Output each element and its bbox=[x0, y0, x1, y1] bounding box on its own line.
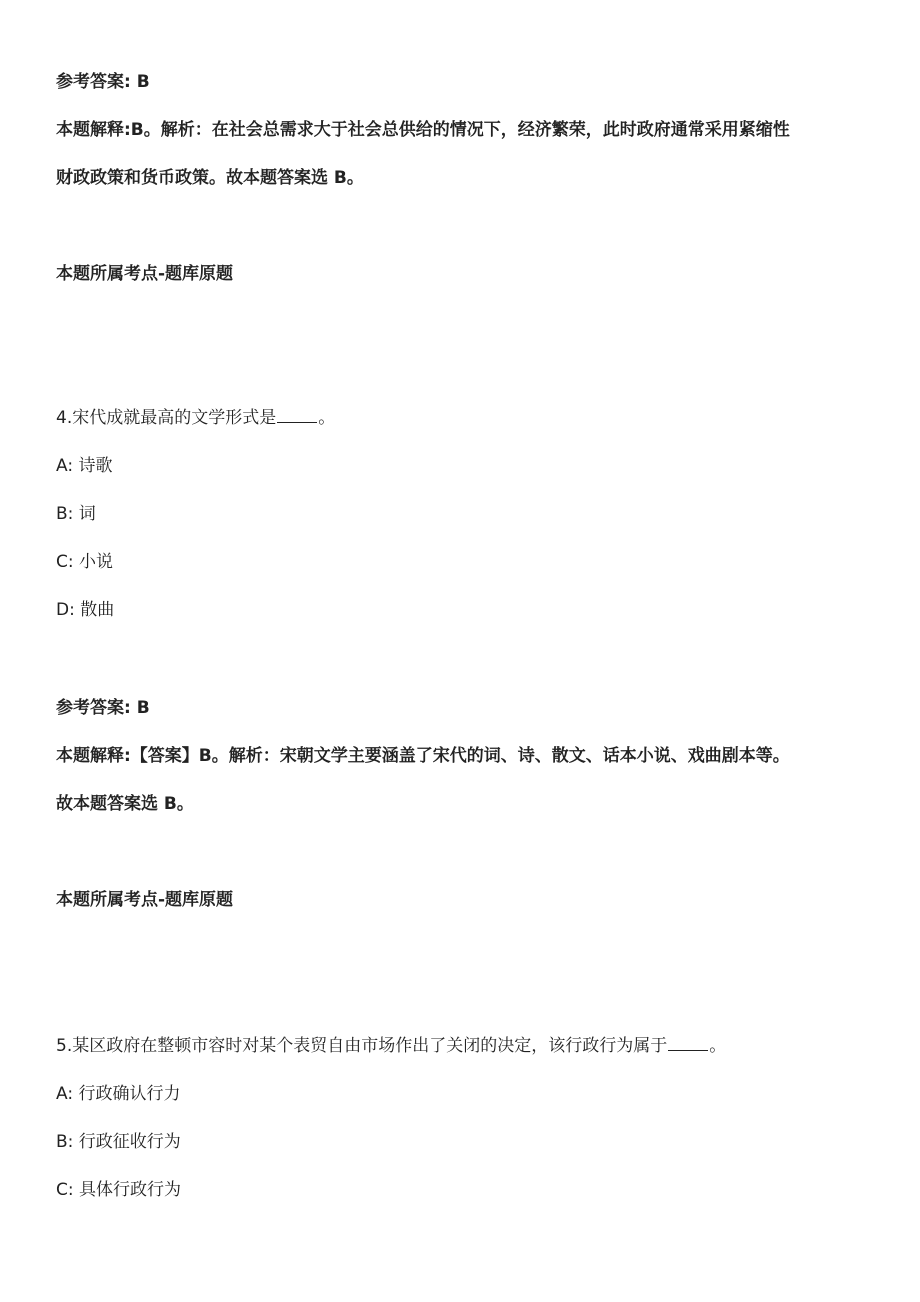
q3-answer: 参考答案: B bbox=[56, 72, 150, 92]
q4-question-text: 4.宋代成就最高的文学形式是 bbox=[56, 408, 277, 428]
q5-question-end: 。 bbox=[709, 1036, 727, 1056]
q4-option-b: B: 词 bbox=[56, 504, 96, 524]
q5-option-a: A: 行政确认行力 bbox=[56, 1084, 181, 1104]
q3-explanation-line-2: 财政政策和货币政策。故本题答案选 B。 bbox=[56, 168, 364, 188]
answer-blank bbox=[668, 1034, 708, 1051]
q5-option-c: C: 具体行政行为 bbox=[56, 1180, 182, 1200]
q3-explanation-line-1: 本题解释:B。解析：在社会总需求大于社会总供给的情况下，经济繁荣，此时政府通常采用紧缩性 bbox=[56, 120, 790, 140]
answer-blank bbox=[277, 406, 317, 423]
q5-question bbox=[56, 1034, 726, 1058]
q4-option-a: A: 诗歌 bbox=[56, 456, 113, 476]
q4-explanation-line-2: 故本题答案选 B。 bbox=[56, 794, 194, 814]
q4-option-d: D: 散曲 bbox=[56, 600, 115, 620]
q4-topic: 本题所属考点-题库原题 bbox=[56, 890, 234, 910]
q5-option-b: B: 行政征收行为 bbox=[56, 1132, 181, 1152]
q4-explanation-line-1: 本题解释:【答案】B。解析：宋朝文学主要涵盖了宋代的词、诗、散文、话本小说、戏曲剧本等。 bbox=[56, 746, 790, 766]
q4-answer: 参考答案: B bbox=[56, 698, 150, 718]
q3-topic: 本题所属考点-题库原题 bbox=[56, 264, 234, 284]
q4-option-c: C: 小说 bbox=[56, 552, 114, 572]
q5-question-text: 5.某区政府在整顿市容时对某个表贸自由市场作出了关闭的决定，该行政行为属于 bbox=[56, 1036, 668, 1056]
q4-question bbox=[56, 406, 335, 430]
q4-question-end: 。 bbox=[318, 408, 336, 428]
